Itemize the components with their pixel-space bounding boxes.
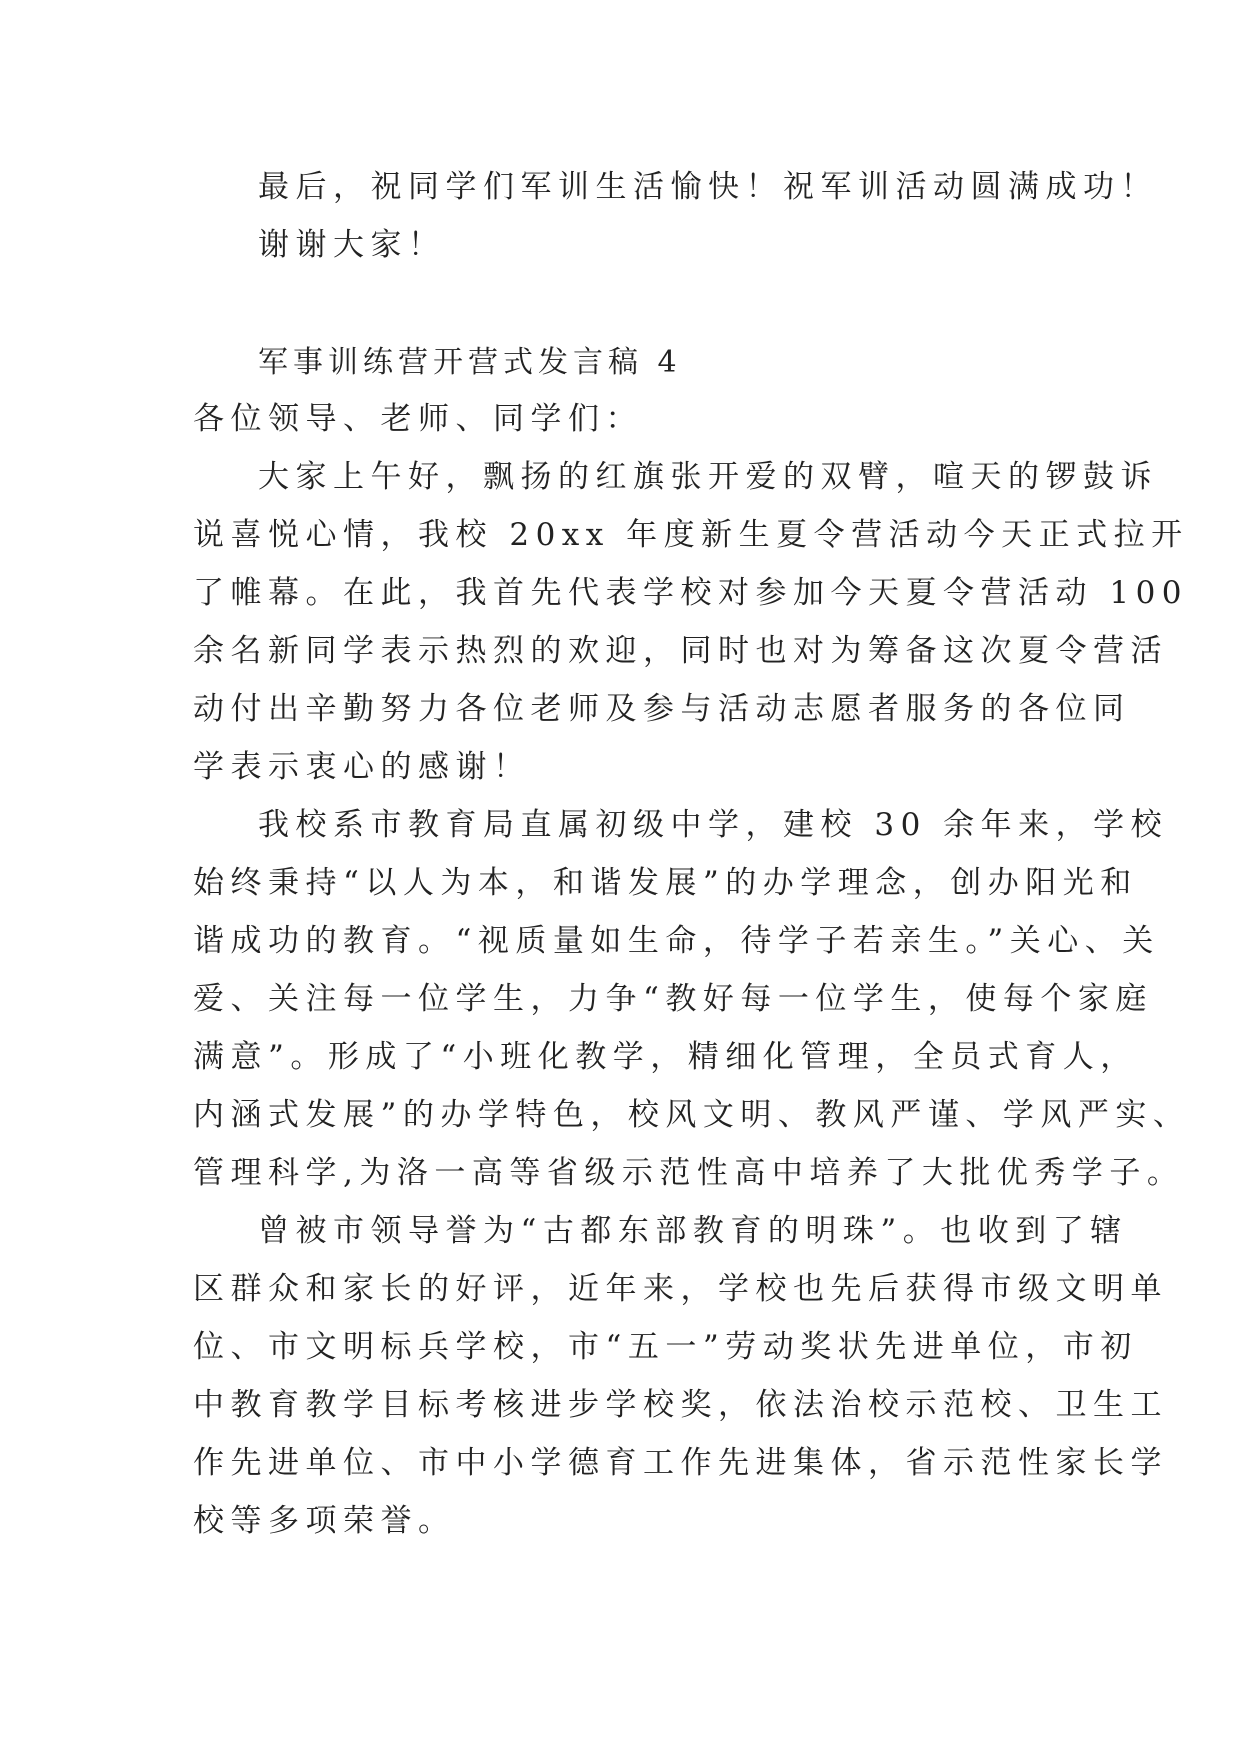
- body-line: 始终秉持“以人为本，和谐发展”的办学理念，创办阳光和: [193, 865, 1138, 901]
- body-line: 区群众和家长的好评，近年来，学校也先后获得市级文明单: [193, 1271, 1168, 1307]
- body-line: 说喜悦心情，我校 20xx 年度新生夏令营活动今天正式拉开: [193, 517, 1189, 553]
- body-line: 大家上午好，飘扬的红旗张开爱的双臂，喧天的锣鼓诉: [258, 459, 1158, 495]
- body-line: 校等多项荣誉。: [193, 1503, 456, 1539]
- body-line: 动付出辛勤努力各位老师及参与活动志愿者服务的各位同: [193, 691, 1131, 727]
- body-line: 余名新同学表示热烈的欢迎，同时也对为筹备这次夏令营活: [193, 633, 1168, 669]
- body-line: 曾被市领导誉为“古都东部教育的明珠”。也收到了辖: [258, 1213, 1128, 1249]
- body-line: 爱、关注每一位学生，力争“教好每一位学生，使每个家庭: [193, 981, 1153, 1017]
- closing-line-1: 最后，祝同学们军训生活愉快！祝军训活动圆满成功！: [258, 169, 1158, 205]
- body-line: 了帷幕。在此，我首先代表学校对参加今天夏令营活动 100: [193, 575, 1189, 611]
- body-line: 中教育教学目标考核进步学校奖，依法治校示范校、卫生工: [193, 1387, 1168, 1423]
- closing-line-2: 谢谢大家！: [258, 227, 446, 263]
- body-line: 我校系市教育局直属初级中学，建校 30 余年来，学校: [258, 807, 1169, 843]
- section-title: 军事训练营开营式发言稿 4: [258, 345, 682, 380]
- body-line: 管理科学,为洛一高等省级示范性高中培养了大批优秀学子。: [193, 1155, 1185, 1191]
- body-line: 作先进单位、市中小学德育工作先进集体，省示范性家长学: [193, 1445, 1168, 1481]
- body-line: 谐成功的教育。“视质量如生命，待学子若亲生。”关心、关: [193, 923, 1160, 959]
- body-line: 学表示衷心的感谢！: [193, 749, 531, 785]
- salutation: 各位领导、老师、同学们：: [193, 401, 643, 437]
- body-line: 位、市文明标兵学校，市“五一”劳动奖状先进单位，市初: [193, 1329, 1138, 1365]
- body-line: 内涵式发展”的办学特色，校风文明、教风严谨、学风严实、: [193, 1097, 1191, 1133]
- body-line: 满意”。形成了“小班化教学，精细化管理，全员式育人，: [193, 1039, 1138, 1075]
